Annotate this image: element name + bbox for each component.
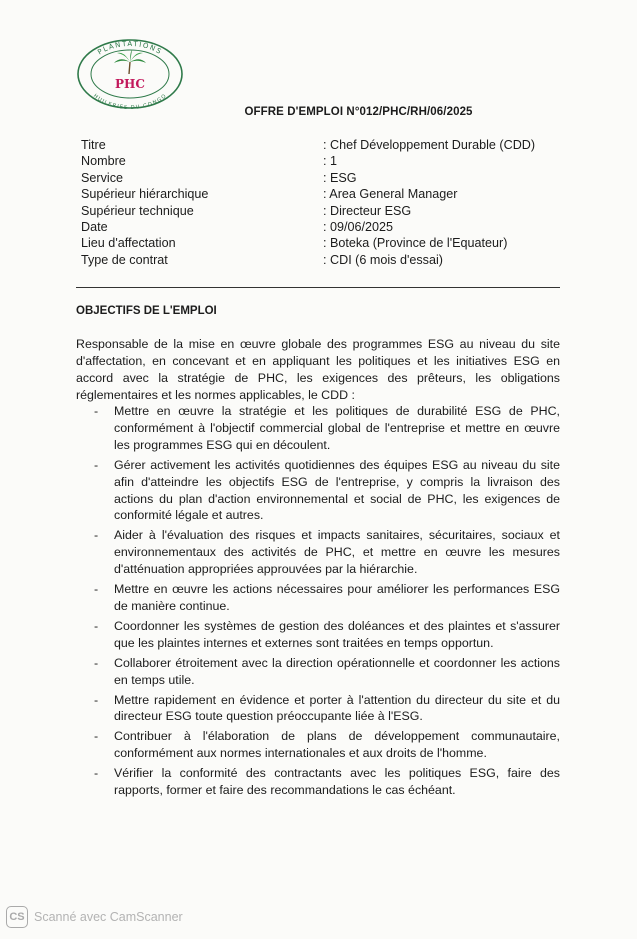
info-label: Supérieur hiérarchique bbox=[81, 187, 209, 202]
objectives-list bbox=[76, 403, 560, 802]
logo-monogram: PHC bbox=[115, 77, 145, 91]
list-item-text: Mettre rapidement en évidence et porter à l'attention du directeur du site et du directeur ESG toute question préoccupante liée à l'ESG. bbox=[114, 692, 560, 724]
info-value: : Directeur ESG bbox=[323, 203, 412, 218]
bullet-marker: - bbox=[94, 655, 99, 670]
watermark-text: Scanné avec CamScanner bbox=[34, 910, 183, 924]
list-item-text: Gérer activement les activités quotidiennes des équipes ESG au niveau du site afin d'atteindre les objectifs ESG de l'entreprise, y compris la livraison des actions du plan d'action environnemental et social de PHC, les exigences de conformité légale et autres. bbox=[114, 457, 560, 523]
scanner-watermark bbox=[6, 905, 183, 929]
info-label: Date bbox=[81, 219, 108, 234]
logo-arc-bottom-text: HUILERIES DU CONGO bbox=[91, 93, 169, 110]
info-value: : Area General Manager bbox=[323, 187, 458, 202]
list-item bbox=[76, 655, 560, 689]
info-row bbox=[81, 153, 561, 169]
company-logo bbox=[76, 38, 184, 110]
bullet-marker: - bbox=[94, 766, 99, 781]
info-row bbox=[81, 137, 561, 153]
section-divider bbox=[76, 287, 560, 288]
info-label: Service bbox=[81, 170, 123, 185]
palm-tree-icon bbox=[114, 50, 146, 74]
info-row bbox=[81, 186, 561, 202]
camscanner-icon: CS bbox=[6, 906, 28, 928]
info-label: Lieu d'affectation bbox=[81, 236, 176, 251]
bullet-marker: - bbox=[94, 404, 99, 418]
bullet-marker: - bbox=[94, 618, 99, 633]
list-item-text: Aider à l'évaluation des risques et impacts sanitaires, sécuritaires, sociaux et environnementaux des activités de PHC, et mettre en œuvre les mesures d'atténuation appropriées approuvées par la hiérarchie. bbox=[114, 528, 560, 577]
list-item bbox=[76, 403, 560, 454]
section-title: OBJECTIFS DE L'EMPLOI bbox=[76, 305, 217, 317]
info-value: : 09/06/2025 bbox=[323, 219, 394, 234]
info-row bbox=[81, 170, 561, 186]
list-item-text: Vérifier la conformité des contractants avec les politiques ESG, faire des rapports, former et faire des recommandations le cas échéant. bbox=[114, 766, 560, 798]
info-label: Type de contrat bbox=[81, 252, 168, 267]
list-item-text: Mettre en œuvre la stratégie et les politiques de durabilité ESG de PHC, conformément à l'objectif commercial global de l'entreprise et mettre en œuvre les programmes ESG qui en découlent. bbox=[114, 404, 560, 452]
info-row bbox=[81, 219, 561, 235]
list-item-text: Mettre en œuvre les actions nécessaires pour améliorer les performances ESG de manière continue. bbox=[114, 582, 560, 613]
offer-title: OFFRE D'EMPLOI N°012/PHC/RH/06/2025 bbox=[244, 106, 473, 118]
info-value: : CDI (6 mois d'essai) bbox=[323, 252, 443, 267]
intro-paragraph: Responsable de la mise en œuvre globale des programmes ESG au niveau du site d'affectation, en concevant et en appliquant les politiques et les initiatives ESG en accord avec la stratégie de PHC, les exigences des prêteurs, les obligations réglementaires et les normes applicables, le CDD : bbox=[76, 337, 560, 402]
logo-arc-top-text: PLANTATIONS bbox=[96, 39, 164, 57]
bullet-marker: - bbox=[94, 457, 99, 472]
list-item-text: Contribuer à l'élaboration de plans de développement communautaire, conformément aux normes internationales et aux droits de l'homme. bbox=[114, 729, 560, 761]
list-item bbox=[76, 457, 560, 525]
info-row bbox=[81, 235, 561, 251]
phc-logo-icon bbox=[76, 38, 184, 110]
bullet-marker: - bbox=[94, 692, 99, 707]
list-item bbox=[76, 728, 560, 762]
info-value: : Chef Développement Durable (CDD) bbox=[323, 138, 536, 152]
bullet-marker: - bbox=[94, 582, 99, 597]
list-item bbox=[76, 581, 560, 615]
info-label: Supérieur technique bbox=[81, 203, 194, 218]
bullet-marker: - bbox=[94, 528, 99, 543]
info-row bbox=[81, 203, 561, 219]
list-item bbox=[76, 692, 560, 726]
list-item bbox=[76, 618, 560, 652]
list-item bbox=[76, 527, 560, 578]
info-row bbox=[81, 252, 561, 268]
info-label: Titre bbox=[81, 138, 106, 152]
bullet-marker: - bbox=[94, 729, 99, 744]
list-item bbox=[76, 765, 560, 799]
svg-text:PLANTATIONS bbox=[96, 40, 163, 56]
info-value: : Boteka (Province de l'Equateur) bbox=[323, 236, 508, 251]
info-value: : 1 bbox=[323, 154, 338, 169]
info-value: : ESG bbox=[323, 170, 357, 185]
job-info-table bbox=[81, 137, 561, 268]
info-label: Nombre bbox=[81, 154, 126, 169]
list-item-text: Coordonner les systèmes de gestion des doléances et des plaintes et s'assurer que les plaintes internes et externes sont traitées en temps opportun. bbox=[114, 618, 560, 650]
list-item-text: Collaborer étroitement avec la direction opérationnelle et coordonner les actions en temps utile. bbox=[114, 655, 560, 687]
